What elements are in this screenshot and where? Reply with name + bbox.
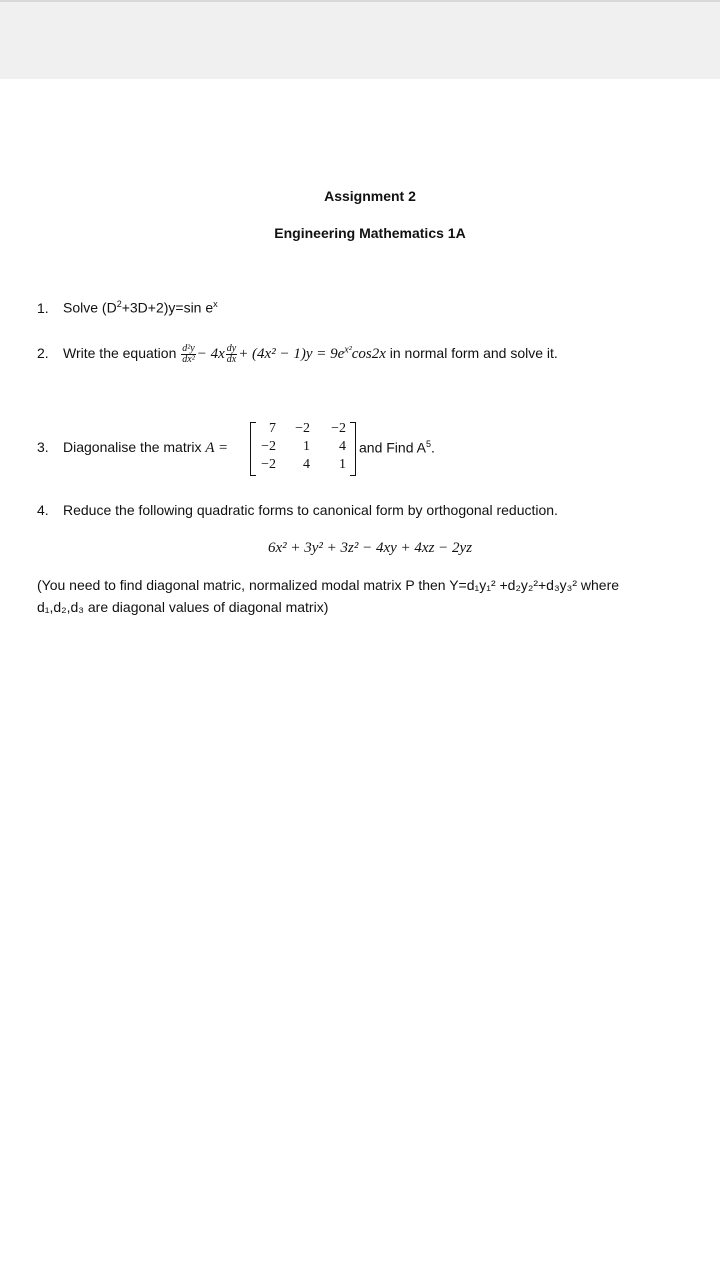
fraction-d2y-dx2: $\frac{\text{d²y}}{\text{dx²}}$ bbox=[182, 343, 195, 365]
question-4 bbox=[37, 502, 558, 518]
q2-text-prefix: Write the equation bbox=[63, 345, 177, 362]
matrix-cell: −2 bbox=[261, 439, 276, 454]
q4-note-line-1: (You need to find diagonal matric, normalized modal matrix P then Y=d₁y₁² +d₂y₂²+d₃y₃² where bbox=[37, 577, 620, 593]
q4-note-line-2: d₁,d₂,d₃ are diagonal values of diagonal matrix) bbox=[37, 599, 329, 615]
matrix-cell: 1 bbox=[339, 457, 346, 472]
q2-exponent: x² bbox=[344, 344, 352, 356]
q3-text-prefix: Diagonalise the matrix bbox=[63, 439, 202, 455]
q1-text-mid: +3D+2)y=sin e bbox=[121, 299, 214, 316]
document-subtitle: Engineering Mathematics 1A bbox=[274, 225, 466, 241]
right-bracket bbox=[350, 422, 356, 476]
matrix-cell: 7 bbox=[269, 421, 276, 436]
matrix-cell: −2 bbox=[331, 421, 346, 436]
q1-sup1: 2 bbox=[116, 299, 122, 309]
document-title: Assignment 2 bbox=[324, 188, 416, 204]
quadratic-form: 6x² + 3y² + 3z² − 4xy + 4xz − 2yz bbox=[267, 540, 473, 556]
q4-text: Reduce the following quadratic forms to canonical form by orthogonal reduction. bbox=[63, 502, 558, 518]
top-bar bbox=[0, 0, 720, 79]
fraction-dy-dx: $\frac{dy}{dx}$ bbox=[226, 343, 237, 365]
matrix-A bbox=[250, 421, 356, 477]
question-number: 4. bbox=[37, 502, 49, 518]
q1-text-prefix: Solve (D bbox=[63, 299, 117, 316]
question-1 bbox=[37, 299, 218, 316]
q2-rest: + (4x² − 1)y = 9e bbox=[238, 346, 345, 363]
matrix-cell: 1 bbox=[303, 439, 310, 454]
question-number: 2. bbox=[37, 345, 49, 362]
matrix-cell: 4 bbox=[303, 457, 310, 472]
q2-minus-term: − 4x bbox=[196, 346, 225, 363]
matrix-cell: 4 bbox=[339, 439, 346, 454]
q4-note bbox=[37, 574, 677, 618]
q3-suffix: and Find $A^5$. bbox=[359, 439, 435, 456]
q2-rest2: cos2x bbox=[351, 346, 386, 363]
q1-sup2: x bbox=[213, 299, 218, 309]
matrix-cell: −2 bbox=[261, 457, 276, 472]
q2-text-suffix: in normal form and solve it. bbox=[389, 345, 558, 362]
question-number: 3. bbox=[37, 439, 49, 455]
question-2 bbox=[37, 344, 558, 365]
question-3 bbox=[37, 439, 228, 457]
q3-lhs: A = bbox=[205, 440, 229, 456]
matrix-cell: −2 bbox=[295, 421, 310, 436]
question-number: 1. bbox=[37, 299, 49, 316]
